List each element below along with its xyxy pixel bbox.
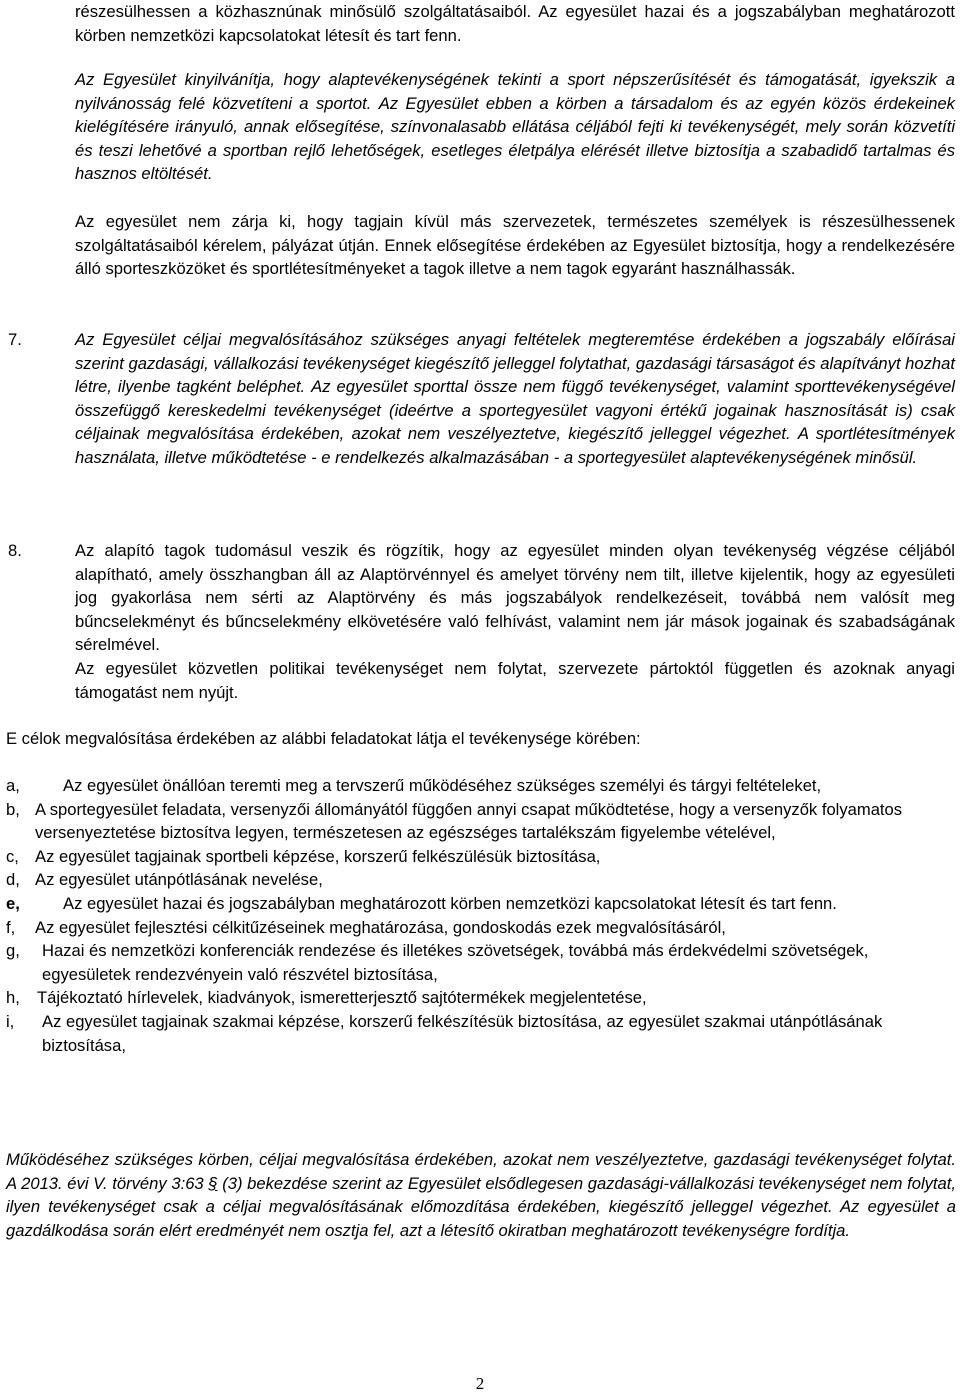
section-7-number: 7. bbox=[8, 330, 22, 349]
list-item-text: Az egyesület tagjainak sportbeli képzése, korszerű felkészülésük biztosítása, bbox=[35, 846, 601, 866]
list-item-text: Hazai és nemzetközi konferenciák rendezése és illetékes szövetségek, továbbá más érdekvédelmi szövetségek, egyesületek rendezvényein való részvétel biztosítása, bbox=[42, 941, 869, 984]
section-7-text-b: Az egyesület sporttal össze nem függő tevékenységet, valamint sporttevékenységével összefüggő kereskedelmi tevékenységet (ideértve a sportegyesület vagyoni értékű jogainak hasznosítását is) csak céljainak megvalósítása érdekében, azokat nem veszélyeztetve, kiegészítő jelleggel végezhet. bbox=[75, 377, 955, 444]
list-item bbox=[6, 939, 956, 986]
list-item bbox=[6, 774, 956, 798]
list-item bbox=[6, 798, 956, 845]
list-item-text: Az egyesület utánpótlásának nevelése, bbox=[35, 870, 323, 890]
section-8-text-a: Az alapító tagok tudomásul veszik és rögzítik, hogy az egyesület minden olyan tevékenység végzése céljából alapítható, amely összhangban áll az Alaptörvénnyel és amelyet törvény nem tilt, illetve kijelentik, hogy az egyesületi jog gyakorlása nem sérti az Alaptörvény és más jogszabályok rendelkezéseit, továbbá nem valósít meg bűncselekményt és bűncselekmény elkövetésére való felhívást, valamint nem jár mások jogainak és szabadságának sérelmével. bbox=[75, 541, 955, 655]
list-item-text: Az egyesület tagjainak szakmai képzése, korszerű felkészítésük biztosítása, az egyesület szakmai utánpótlásának biztosítása, bbox=[42, 1011, 883, 1055]
list-intro-text: E célok megvalósítása érdekében az alábbi feladatokat látja el tevékenysége körében: bbox=[6, 729, 641, 748]
list-item-label: d, bbox=[6, 870, 20, 890]
list-intro bbox=[6, 727, 956, 751]
list-item-label: b, bbox=[6, 799, 20, 819]
list-item bbox=[6, 868, 956, 892]
list-item bbox=[6, 986, 956, 1010]
final-paragraph bbox=[6, 1148, 956, 1242]
list-item-text: Az egyesület önállóan teremti meg a tervszerű működéséhez szükséges személyi és tárgyi feltételeket, bbox=[63, 776, 822, 795]
list-item-text: Az egyesület hazai és jogszabályban meghatározott körben nemzetközi kapcsolatokat létesít és tart fenn. bbox=[63, 893, 837, 913]
section-7 bbox=[75, 328, 955, 470]
section-8 bbox=[75, 539, 955, 704]
list-item-label: h, bbox=[6, 988, 20, 1008]
list-item-label: c, bbox=[6, 846, 19, 866]
section-8-text-b: Az egyesület közvetlen politikai tevékenységet nem folytat, szervezete pártoktól független és azoknak anyagi támogatást nem nyújt. bbox=[75, 658, 955, 702]
mission-text-1: Az Egyesület kinyilvánítja, hogy alaptevékenységének tekinti a sport népszerűsítését és támogatását, igyekszik a nyilvánosság felé közvetíteni a sportot. bbox=[75, 70, 955, 113]
list-item-label: g, bbox=[6, 941, 20, 961]
task-list bbox=[6, 774, 956, 1057]
paragraph-services bbox=[75, 210, 955, 281]
top-paragraph-text: részesülhessen a közhasznúnak minősülő szolgáltatásaiból. Az egyesület hazai és a jogszabályban meghatározott körben nemzetközi kapcsolatokat létesít és tart fenn. bbox=[75, 2, 955, 45]
section-sign: § bbox=[208, 1173, 218, 1193]
list-item-text: A sportegyesület feladata, versenyzői állományától függően annyi csapat működtetése, hogy a versenyzők folyamatos versenyeztetése biztosítva legyen, természetesen az egészséges tartalékszám figyelembe vételével, bbox=[35, 799, 903, 843]
final-text-a: Működéséhez szükséges körben, céljai megvalósítása érdekében, azokat nem veszélyeztetve, gazdasági tevékenységet folytat. A 2013. évi V. törvény 3:63 bbox=[6, 1150, 956, 1193]
final-text-b: (3) bekezdése szerint az Egyesület elsődlegesen gazdasági-vállalkozási tevékenységet nem folytat, ilyen tevékenységet csak a céljai megvalósításának előmozdítása érdekében, kiegészítő jelleggel végezhet. Az egyesület a gazdálkodása során elért eredményét nem osztja fel, azt a létesítő okiratban meghatározott tevékenységre fordítja. bbox=[6, 1173, 956, 1240]
section-8-number: 8. bbox=[8, 541, 22, 560]
list-item bbox=[6, 1010, 956, 1057]
list-item bbox=[6, 845, 956, 869]
list-item-label: e, bbox=[6, 893, 20, 913]
page-number: 2 bbox=[475, 1374, 485, 1393]
list-item-text: Az egyesület fejlesztési célkitűzéseinek meghatározása, gondoskodás ezek megvalósításáról, bbox=[35, 917, 726, 937]
list-item bbox=[6, 916, 956, 940]
top-paragraph bbox=[75, 0, 955, 47]
paragraph-sport-mission bbox=[75, 68, 955, 186]
section-7-text-a: Az Egyesület céljai megvalósításához szükséges anyagi feltételek megteremtése érdekében a jogszabály előírásai szerint gazdasági, vállalkozási tevékenységet kiegészítő jelleggel folytathat, gazdasági társaságot és alapítványt hozhat létre, ilyenbe tagként beléphet. bbox=[75, 330, 955, 397]
services-text-1: Az egyesület nem zárja ki, hogy tagjain kívül más szervezetek, természetes személyek is részesülhessenek szolgáltatásaiból kérelem, pályázat útján. bbox=[75, 212, 955, 255]
list-item-text: Tájékoztató hírlevelek, kiadványok, ismeretterjesztő sajtótermékek megjelentetése, bbox=[37, 988, 647, 1008]
services-text-2: Ennek elősegítése érdekében az Egyesület biztosítja, hogy a rendelkezésére álló sporteszközöket és sportlétesítményeket a tagok illetve a nem tagok egyaránt használhassák. bbox=[75, 235, 955, 279]
section-7-text-c: A sportlétesítmények használata, illetve működtetése - e rendelkezés alkalmazásában - a sportegyesület alaptevékenységének minősül. bbox=[75, 424, 955, 467]
list-item-label: a, bbox=[6, 776, 20, 795]
list-item bbox=[6, 892, 956, 916]
list-item-label: i, bbox=[6, 1011, 15, 1031]
list-item-label: f, bbox=[6, 917, 16, 937]
mission-text-2: Az Egyesület ebben a körben a társadalom és az egyén közös érdekeinek kielégítésére irányuló, annak elősegítése, színvonalasabb ellátása céljából fejti ki tevékenységét, mely során közvetíti és teszi lehetővé a sportban rejlő lehetőségek, esetleges életpálya elérését illetve biztosítja a szabadidő tartalmas és hasznos eltöltését. bbox=[75, 93, 955, 184]
